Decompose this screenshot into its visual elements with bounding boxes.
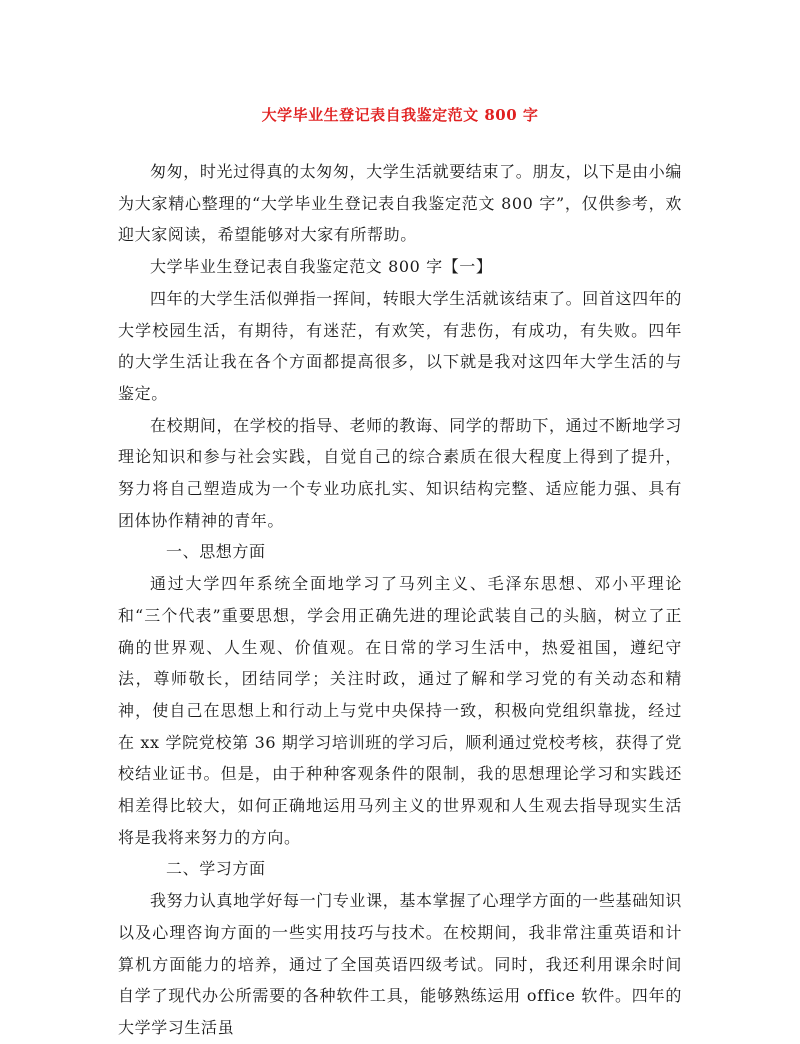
- body-paragraph: 我努力认真地学好每一门专业课，基本掌握了心理学方面的一些基础知识以及心理咨询方面的一些实用技巧与技术。在校期间，我非常注重英语和计算机方面能力的培养，通过了全国英语四级考试。同时，我还利用课余时间自学了现代办公所需要的各种软件工具，能够熟练运用 office 软件。四年的大学学习生活虽: [118, 891, 682, 1037]
- body-paragraph: 四年的大学生活似弹指一挥间，转眼大学生活就该结束了。回首这四年的大学校园生活，有期待，有迷茫，有欢笑，有悲伤，有成功，有失败。四年的大学生活让我在各个方面都提高很多，以下就是我对这四年大学生活的与鉴定。: [118, 288, 682, 403]
- section-heading-study: 二、学习方面: [166, 859, 266, 879]
- body-paragraph: 通过大学四年系统全面地学习了马列主义、毛泽东思想、邓小平理论和“三个代表”重要思想，学会用正确先进的理论武装自己的头脑，树立了正确的世界观、人生观、价值观。在日常的学习生活中，热爱祖国，遵纪守法，尊师敬长，团结同学；关注时政，通过了解和学习党的有关动态和精神，使自己在思想上和行动上与党中央保持一致，积极向党组织靠拢，经过在 xx 学院党校第 36 期学习培训班的学习后，顺利通过党校考核，获得了党校结业证书。但是，由于种种客观条件的限制，我的思想理论学习和实践还相差得比较大，如何正确地运用马列主义的世界观和人生观去指导现实生活将是我将来努力的方向。: [118, 574, 682, 847]
- document-title: 大学毕业生登记表自我鉴定范文 800 字: [261, 106, 539, 124]
- article-heading: 大学毕业生登记表自我鉴定范文 800 字【一】: [150, 257, 493, 277]
- section-heading-thought: 一、思想方面: [166, 542, 266, 562]
- document-body: [118, 156, 682, 1044]
- body-paragraph: 在校期间，在学校的指导、老师的教诲、同学的帮助下，通过不断地学习理论知识和参与社会实践，自觉自己的综合素质在很大程度上得到了提升，努力将自己塑造成为一个专业功底扎实、知识结构完整、适应能力强、具有团体协作精神的青年。: [118, 415, 682, 530]
- intro-paragraph: 匆匆，时光过得真的太匆匆，大学生活就要结束了。朋友，以下是由小编为大家精心整理的“大学毕业生登记表自我鉴定范文 800 字”，仅供参考，欢迎大家阅读，希望能够对大家有所帮助。: [118, 162, 682, 245]
